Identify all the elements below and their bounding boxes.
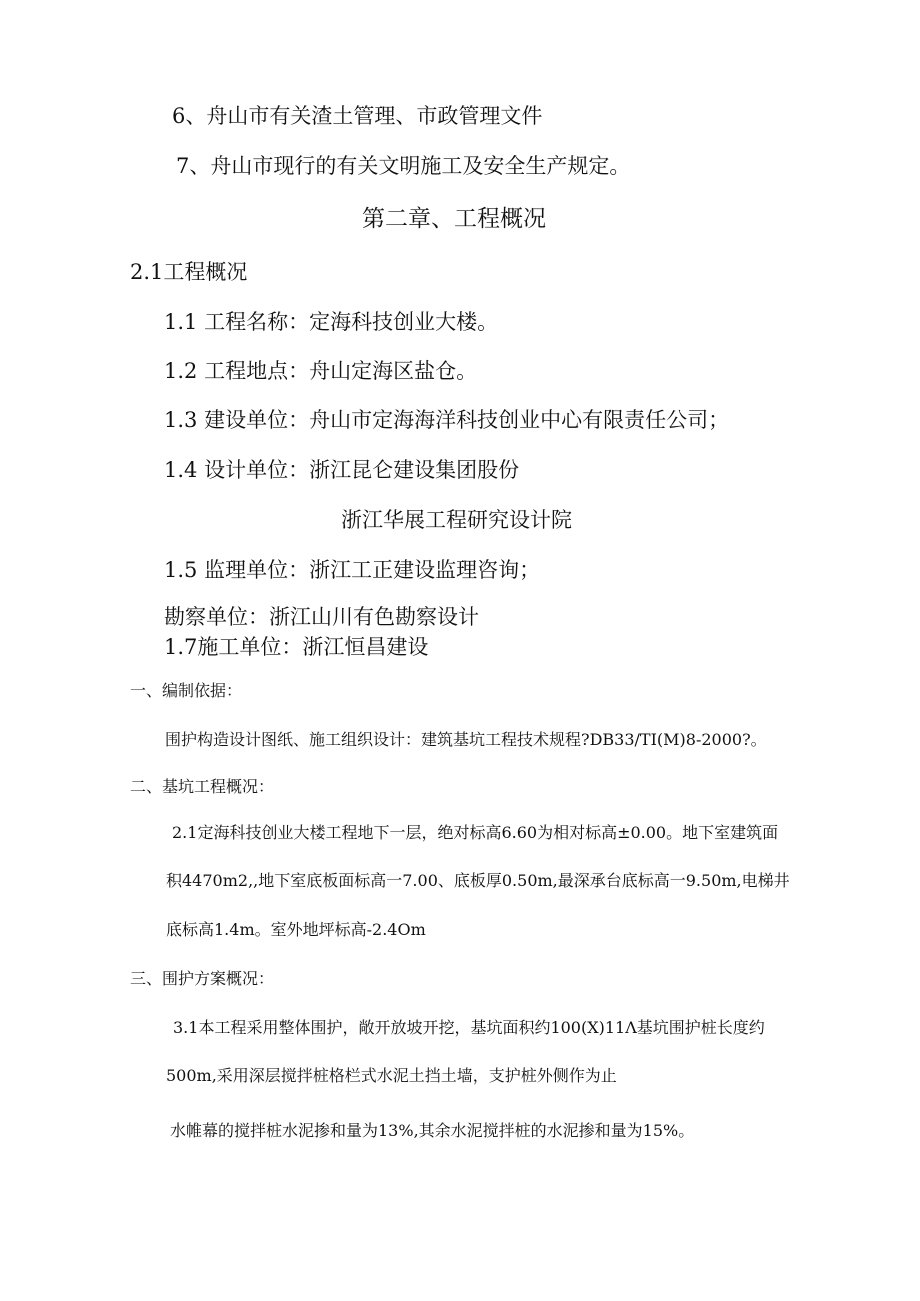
reference-item-7: 7、舟山市现行的有关文明施工及安全生产规定。	[176, 154, 631, 178]
survey-unit: 勘察单位：浙江山川有色勘察设计	[164, 605, 479, 629]
section-heading-2-1: 2.1工程概况	[130, 260, 248, 284]
pit-paragraph-line-3: 底标高1.4m。室外地坪标高-2.4Om	[166, 920, 426, 939]
supervision-unit: 1.5 监理单位：浙江工正建设监理咨询；	[164, 558, 541, 582]
pit-paragraph-line-2: 积4470m2,,地下室底板面标高一7.00、底板厚0.50m,最深承台底标高一9.50m,电梯井	[166, 871, 790, 890]
project-name: 1.1 工程名称：定海科技创业大楼。	[164, 310, 499, 334]
construction-owner: 1.3 建设单位：舟山市定海海洋科技创业中心有限责任公司；	[164, 408, 730, 432]
section-basis-heading: 一、编制依据：	[130, 681, 243, 700]
reference-item-6: 6、舟山市有关渣土管理、市政管理文件	[172, 104, 543, 128]
design-unit: 1.4 设计单位：浙江昆仑建设集团股份	[164, 458, 520, 482]
section-pit-heading: 二、基坑工程概况：	[130, 777, 275, 796]
support-paragraph-line-3: 水帷幕的搅拌桩水泥掺和量为13%,其余水泥搅拌桩的水泥掺和量为15%。	[170, 1121, 695, 1140]
chapter-title: 第二章、工程概况	[362, 206, 546, 232]
support-paragraph-line-1: 3.1本工程采用整体围护，敞开放坡开挖，基坑面积约100(X)11Λ基坑围护桩长度约	[173, 1018, 765, 1037]
section-support-heading: 三、围护方案概况：	[130, 969, 275, 988]
support-paragraph-line-2: 500m,采用深层搅拌桩格栏式水泥土挡土墙，支护桩外侧作为止	[166, 1066, 617, 1085]
pit-paragraph-line-1: 2.1定海科技创业大楼工程地下一层，绝对标高6.60为相对标高±0.00。地下室建筑面	[172, 823, 779, 842]
design-unit-second: 浙江华展工程研究设计院	[341, 508, 572, 532]
contractor-unit: 1.7施工单位：浙江恒昌建设	[164, 635, 429, 659]
basis-text: 围护构造设计图纸、施工组织设计：建筑基坑工程技术规程?DB33∕TI(M)8-2000?。	[165, 730, 767, 749]
project-location: 1.2 工程地点：舟山定海区盐仓。	[164, 359, 478, 383]
